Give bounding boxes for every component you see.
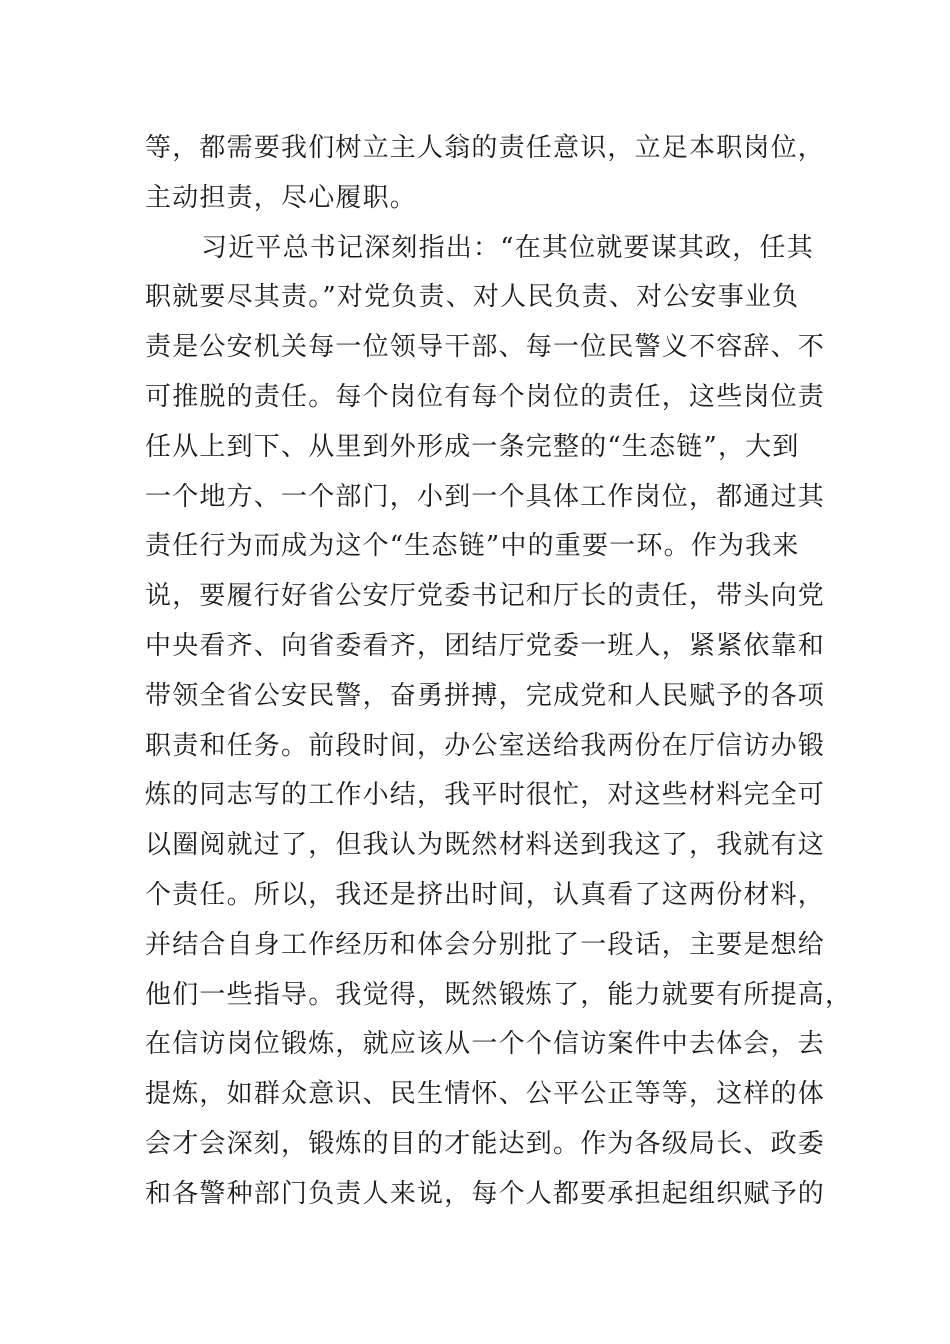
text-line: 说，要履行好省公安厅党委书记和厅长的责任，带头向党: [145, 581, 826, 612]
text-line: 职责和任务。前段时间，办公室送给我两份在厅信访办锻: [145, 730, 826, 761]
text-line: 责任行为而成为这个“生态链”中的重要一环。作为我来: [145, 531, 800, 562]
text-line: 他们一些指导。我觉得，既然锻炼了，能力就要有所提高，: [145, 979, 853, 1010]
text-line: 主动担责，尽心履职。: [145, 182, 418, 213]
text-line: 带领全省公安民警，奋勇拼搏，完成党和人民赋予的各项: [145, 680, 826, 711]
paragraph-1: [145, 124, 826, 224]
document-body: [145, 124, 853, 1220]
text-line: 在信访岗位锻炼，就应该从一个个信访案件中去体会，去: [145, 1029, 826, 1060]
text-line: 责是公安机关每一位领导干部、每一位民警义不容辞、不: [145, 332, 826, 363]
text-line: 以圈阅就过了，但我认为既然材料送到我这了，我就有这: [145, 830, 826, 861]
text-line: 等，都需要我们树立主人翁的责任意识，立足本职岗位，: [145, 133, 826, 163]
text-line: 提炼，如群众意识、民生情怀、公平公正等等，这样的体: [145, 1079, 826, 1110]
text-line: 中央看齐、向省委看齐，团结厅党委一班人，紧紧依靠和: [145, 630, 826, 661]
text-line: 和各警种部门负责人来说，每个人都要承担起组织赋予的: [145, 1178, 826, 1209]
paragraph-2: [145, 224, 853, 1220]
text-line: 可推脱的责任。每个岗位有每个岗位的责任，这些岗位责: [145, 381, 826, 412]
text-line: 一个地方、一个部门，小到一个具体工作岗位，都通过其: [145, 481, 826, 512]
text-line: 个责任。所以，我还是挤出时间，认真看了这两份材料，: [145, 879, 826, 910]
text-line: 并结合自身工作经历和体会分别批了一段话，主要是想给: [145, 929, 826, 960]
text-line: 习近平总书记深刻指出：“在其位就要谋其政，任其: [201, 232, 814, 263]
text-line: 会才会深刻，锻炼的目的才能达到。作为各级局长、政委: [145, 1128, 826, 1159]
text-line: 任从上到下、从里到外形成一条完整的“生态链”，大到: [145, 431, 800, 462]
text-line: 炼的同志写的工作小结，我平时很忙，对这些材料完全可: [145, 780, 826, 811]
text-line: 职就要尽其责。”对党负责、对人民负责、对公安事业负: [145, 282, 800, 313]
